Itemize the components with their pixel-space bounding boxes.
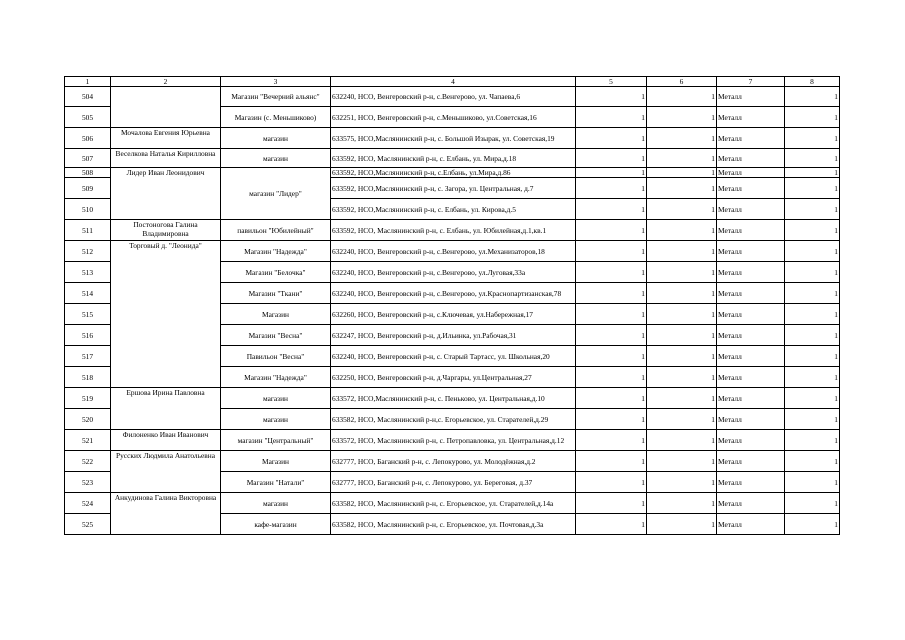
count-cell: 1 — [647, 493, 717, 514]
owner-cell: Веселкова Наталья Кирилловна — [111, 149, 221, 168]
row-number-cell: 513 — [65, 262, 111, 283]
object-cell: Магазин — [221, 304, 331, 325]
table-row — [65, 388, 840, 409]
material-cell: Металл — [717, 367, 785, 388]
row-number-cell: 516 — [65, 325, 111, 346]
address-cell: 632247, НСО, Венгеровский р-н, д.Ильинка, ул.Рабочая,31 — [331, 325, 576, 346]
address-cell: 633592, НСО, Маслянинский р-н, с. Елбань, ул. Юбилейная,д.1,кв.1 — [331, 220, 576, 241]
row-number-cell: 514 — [65, 283, 111, 304]
count-cell: 1 — [576, 168, 647, 178]
count-cell: 1 — [647, 220, 717, 241]
row-number-cell: 508 — [65, 168, 111, 178]
table-row — [65, 87, 840, 107]
count-cell: 1 — [576, 178, 647, 199]
address-cell: 633582, НСО, Маслянинский р-н,с. Егорьевское, ул. Старателей,д.29 — [331, 409, 576, 430]
count-cell: 1 — [647, 325, 717, 346]
count-cell: 1 — [785, 388, 840, 409]
header-row — [65, 77, 840, 87]
material-cell: Металл — [717, 409, 785, 430]
owner-cell: Лидер Иван Леонидович — [111, 168, 221, 220]
count-cell: 1 — [576, 514, 647, 535]
table-row — [65, 241, 840, 262]
count-cell: 1 — [785, 262, 840, 283]
material-cell: Металл — [717, 325, 785, 346]
column-header: 5 — [576, 77, 647, 87]
count-cell: 1 — [647, 367, 717, 388]
material-cell: Металл — [717, 149, 785, 168]
count-cell: 1 — [647, 149, 717, 168]
count-cell: 1 — [785, 409, 840, 430]
material-cell: Металл — [717, 451, 785, 472]
count-cell: 1 — [785, 346, 840, 367]
count-cell: 1 — [785, 199, 840, 220]
row-number-cell: 512 — [65, 241, 111, 262]
row-number-cell: 505 — [65, 107, 111, 128]
address-cell: 632240, НСО, Венгеровский р-н, с.Венгерово, ул.Механизаторов,18 — [331, 241, 576, 262]
object-cell: Магазин (с. Меньшиково) — [221, 107, 331, 128]
count-cell: 1 — [647, 107, 717, 128]
count-cell: 1 — [647, 178, 717, 199]
address-cell: 633572, НСО, Маслянинский р-н, с. Петропавловка, ул. Центральная,д.12 — [331, 430, 576, 451]
count-cell: 1 — [647, 168, 717, 178]
count-cell: 1 — [785, 325, 840, 346]
object-cell: Магазин "Весна" — [221, 325, 331, 346]
count-cell: 1 — [647, 346, 717, 367]
owner-cell — [111, 87, 221, 128]
row-number-cell: 519 — [65, 388, 111, 409]
column-header: 2 — [111, 77, 221, 87]
material-cell: Металл — [717, 388, 785, 409]
count-cell: 1 — [785, 451, 840, 472]
count-cell: 1 — [576, 199, 647, 220]
object-cell: магазин "Центральный" — [221, 430, 331, 451]
count-cell: 1 — [785, 168, 840, 178]
object-cell: Магазин "Натали" — [221, 472, 331, 493]
count-cell: 1 — [576, 367, 647, 388]
address-cell: 633592, НСО,Маслянинский р-н, с. Елбань, ул. Кирова,д.5 — [331, 199, 576, 220]
address-cell: 633572, НСО,Маслянинский р-н, с. Пеньково, ул. Центральная,д.10 — [331, 388, 576, 409]
column-header: 1 — [65, 77, 111, 87]
count-cell: 1 — [576, 493, 647, 514]
row-number-cell: 510 — [65, 199, 111, 220]
count-cell: 1 — [576, 149, 647, 168]
count-cell: 1 — [576, 325, 647, 346]
address-cell: 632240, НСО, Венгеровский р-н, с.Венгерово, ул.Краснопартизанская,78 — [331, 283, 576, 304]
address-cell: 633582, НСО, Маслянинский р-н, с. Егорьевское, ул. Старателей,д.14а — [331, 493, 576, 514]
row-number-cell: 506 — [65, 128, 111, 149]
material-cell: Металл — [717, 346, 785, 367]
count-cell: 1 — [647, 283, 717, 304]
column-header: 4 — [331, 77, 576, 87]
material-cell: Металл — [717, 220, 785, 241]
count-cell: 1 — [785, 178, 840, 199]
count-cell: 1 — [785, 430, 840, 451]
address-cell: 632250, НСО, Венгеровский р-н, д.Чаргары, ул.Центральная,27 — [331, 367, 576, 388]
count-cell: 1 — [576, 87, 647, 107]
count-cell: 1 — [785, 493, 840, 514]
row-number-cell: 509 — [65, 178, 111, 199]
count-cell: 1 — [785, 367, 840, 388]
material-cell: Металл — [717, 241, 785, 262]
count-cell: 1 — [647, 409, 717, 430]
owner-cell: Русских Людмила Анатольевна — [111, 451, 221, 493]
address-cell: 632240, НСО, Венгеровский р-н, с. Старый Тартасс, ул. Школьная,20 — [331, 346, 576, 367]
address-cell: 632240, НСО, Венгеровский р-н, с.Венгерово, ул.Луговая,33а — [331, 262, 576, 283]
object-cell: Магазин "Надежда" — [221, 241, 331, 262]
count-cell: 1 — [785, 514, 840, 535]
material-cell: Металл — [717, 199, 785, 220]
address-cell: 633592, НСО,Маслянинский р-н, с. Загора, ул. Центральная, д.7 — [331, 178, 576, 199]
count-cell: 1 — [785, 87, 840, 107]
object-cell: Магазин "Вечерний альянс" — [221, 87, 331, 107]
material-cell: Металл — [717, 87, 785, 107]
count-cell: 1 — [785, 472, 840, 493]
table-row — [65, 493, 840, 514]
row-number-cell: 515 — [65, 304, 111, 325]
count-cell: 1 — [785, 220, 840, 241]
count-cell: 1 — [647, 262, 717, 283]
row-number-cell: 507 — [65, 149, 111, 168]
object-cell: магазин — [221, 128, 331, 149]
count-cell: 1 — [576, 409, 647, 430]
material-cell: Металл — [717, 430, 785, 451]
row-number-cell: 522 — [65, 451, 111, 472]
count-cell: 1 — [647, 199, 717, 220]
address-cell: 633592, НСО, Маслянинский р-н, с. Елбань, ул. Мира,д.18 — [331, 149, 576, 168]
owner-cell: Ершова Ирина Павловна — [111, 388, 221, 430]
owner-cell: Филоненко Иван Иванович — [111, 430, 221, 451]
count-cell: 1 — [576, 346, 647, 367]
row-number-cell: 518 — [65, 367, 111, 388]
table-row — [65, 430, 840, 451]
table-row — [65, 451, 840, 472]
material-cell: Металл — [717, 128, 785, 149]
table-row — [65, 220, 840, 241]
column-header: 7 — [717, 77, 785, 87]
column-header: 8 — [785, 77, 840, 87]
owner-cell: Анкудинова Галина Викторовна — [111, 493, 221, 535]
count-cell: 1 — [576, 107, 647, 128]
count-cell: 1 — [647, 388, 717, 409]
material-cell: Металл — [717, 283, 785, 304]
row-number-cell: 504 — [65, 87, 111, 107]
address-cell: 633592, НСО,Маслянинский р-н, с.Елбань, ул.Мира,д.86 — [331, 168, 576, 178]
row-number-cell: 511 — [65, 220, 111, 241]
material-cell: Металл — [717, 472, 785, 493]
table-body — [65, 87, 840, 535]
count-cell: 1 — [785, 107, 840, 128]
row-number-cell: 520 — [65, 409, 111, 430]
count-cell: 1 — [647, 472, 717, 493]
count-cell: 1 — [576, 430, 647, 451]
owner-cell: Торговый д. "Леонида" — [111, 241, 221, 388]
material-cell: Металл — [717, 493, 785, 514]
object-cell: магазин — [221, 388, 331, 409]
count-cell: 1 — [576, 241, 647, 262]
table-row — [65, 168, 840, 178]
count-cell: 1 — [647, 241, 717, 262]
count-cell: 1 — [647, 430, 717, 451]
count-cell: 1 — [647, 304, 717, 325]
table-row — [65, 128, 840, 149]
address-cell: 632260, НСО, Венгеровский р-н, с.Ключевая, ул.Набережная,17 — [331, 304, 576, 325]
count-cell: 1 — [576, 472, 647, 493]
owner-cell: Постоногова Галина Владимировна — [111, 220, 221, 241]
address-cell: 632777, НСО, Баганский р-н, с. Лепокурово, ул. Береговая, д.37 — [331, 472, 576, 493]
object-cell: магазин "Лидер" — [221, 168, 331, 220]
count-cell: 1 — [785, 304, 840, 325]
row-number-cell: 517 — [65, 346, 111, 367]
count-cell: 1 — [647, 451, 717, 472]
row-number-cell: 521 — [65, 430, 111, 451]
address-cell: 633575, НСО,Маслянинский р-н, с. Большой Изырак, ул. Советская,19 — [331, 128, 576, 149]
count-cell: 1 — [576, 388, 647, 409]
count-cell: 1 — [647, 514, 717, 535]
material-cell: Металл — [717, 304, 785, 325]
object-cell: павильон "Юбилейный" — [221, 220, 331, 241]
owner-cell: Мочалова Евгения Юрьевна — [111, 128, 221, 149]
object-cell: Магазин "Надежда" — [221, 367, 331, 388]
count-cell: 1 — [576, 262, 647, 283]
object-cell: Магазин — [221, 451, 331, 472]
row-number-cell: 523 — [65, 472, 111, 493]
material-cell: Металл — [717, 168, 785, 178]
address-cell: 632251, НСО, Венгеровский р-н, с.Меньшиково, ул.Советская,16 — [331, 107, 576, 128]
row-number-cell: 525 — [65, 514, 111, 535]
count-cell: 1 — [785, 128, 840, 149]
object-cell: Магазин "Ткани" — [221, 283, 331, 304]
material-cell: Металл — [717, 178, 785, 199]
material-cell: Металл — [717, 262, 785, 283]
address-cell: 632240, НСО, Венгеровский р-н, с.Венгерово, ул. Чапаева,6 — [331, 87, 576, 107]
count-cell: 1 — [576, 304, 647, 325]
row-number-cell: 524 — [65, 493, 111, 514]
count-cell: 1 — [576, 128, 647, 149]
count-cell: 1 — [647, 87, 717, 107]
object-cell: кафе-магазин — [221, 514, 331, 535]
column-header: 6 — [647, 77, 717, 87]
table-row — [65, 149, 840, 168]
count-cell: 1 — [576, 283, 647, 304]
count-cell: 1 — [785, 283, 840, 304]
object-cell: Павильон "Весна" — [221, 346, 331, 367]
object-cell: магазин — [221, 493, 331, 514]
material-cell: Металл — [717, 107, 785, 128]
address-cell: 632777, НСО, Баганский р-н, с. Лепокурово, ул. Молодёжная,д.2 — [331, 451, 576, 472]
object-cell: магазин — [221, 149, 331, 168]
registry-table — [64, 76, 840, 535]
count-cell: 1 — [576, 220, 647, 241]
count-cell: 1 — [785, 241, 840, 262]
material-cell: Металл — [717, 514, 785, 535]
count-cell: 1 — [647, 128, 717, 149]
object-cell: магазин — [221, 409, 331, 430]
count-cell: 1 — [576, 451, 647, 472]
count-cell: 1 — [785, 149, 840, 168]
column-header: 3 — [221, 77, 331, 87]
address-cell: 633582, НСО, Маслянинский р-н, с. Егорьевское, ул. Почтовая,д.3а — [331, 514, 576, 535]
object-cell: Магазин "Белочка" — [221, 262, 331, 283]
